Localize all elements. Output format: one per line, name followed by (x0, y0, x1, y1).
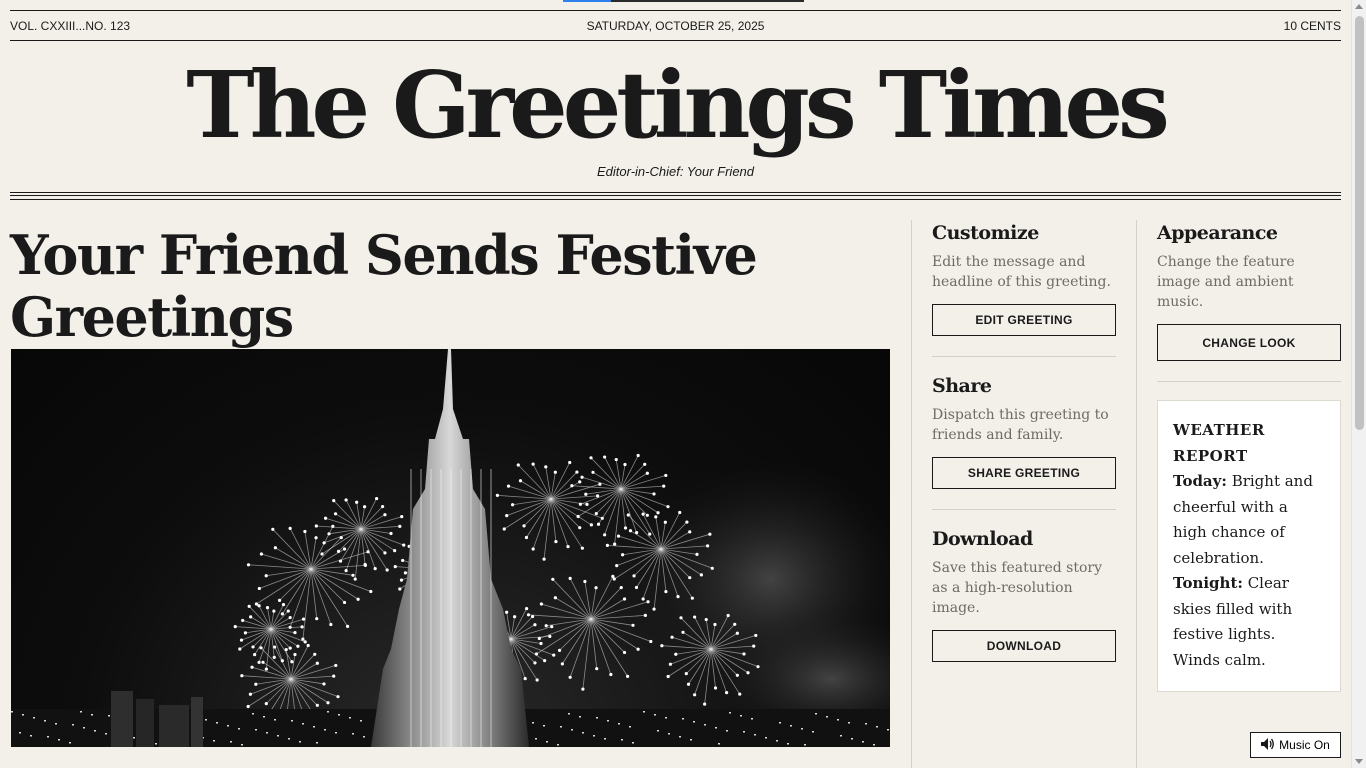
weather-title: WEATHER REPORT (1173, 421, 1265, 465)
issue-date: SATURDAY, OCTOBER 25, 2025 (586, 18, 765, 33)
weather-tonight-text: Clear skies filled with festive lights. Winds calm. (1173, 574, 1293, 669)
actions-column (932, 222, 1116, 700)
appearance-description: Change the feature image and ambient music. (1157, 254, 1295, 310)
column-divider-2 (1136, 220, 1137, 768)
weather-report (1157, 400, 1341, 692)
download-button[interactable]: DOWNLOAD (932, 630, 1116, 662)
feature-image (11, 349, 890, 747)
newspaper-title: The Greetings Times (186, 51, 1165, 159)
fireworks-skyline-illustration (11, 349, 890, 747)
appearance-column (1157, 222, 1341, 692)
scroll-up-icon[interactable] (1355, 4, 1363, 9)
volume-number: VOL. CXXIII...NO. 123 (10, 18, 131, 33)
customize-title: Customize (932, 222, 1039, 244)
share-title: Share (932, 375, 992, 397)
editor-line: Editor-in-Chief: Your Friend (596, 164, 755, 179)
download-description: Save this featured story as a high-resolution image. (932, 560, 1103, 616)
music-toggle-button[interactable] (1250, 732, 1341, 758)
share-description: Dispatch this greeting to friends and family. (932, 407, 1109, 443)
weather-today-text: Bright and cheerful with a high chance of celebration. (1173, 472, 1313, 567)
issue-price: 10 CENTS (1283, 18, 1341, 33)
appearance-title: Appearance (1157, 222, 1278, 244)
scroll-down-icon[interactable] (1355, 759, 1363, 764)
article-headline: Your Friend Sends Festive Greetings (10, 223, 757, 349)
masthead-info-bar (10, 10, 1341, 41)
weather-today-label: Today: (1173, 472, 1227, 490)
share-greeting-button[interactable]: SHARE GREETING (932, 457, 1116, 489)
reading-progress-fill (563, 0, 611, 2)
page-scrollbar[interactable] (1351, 0, 1366, 768)
customize-description: Edit the message and headline of this greeting. (932, 254, 1111, 290)
column-divider-1 (911, 220, 912, 768)
download-section (932, 528, 1116, 682)
appearance-section (1157, 222, 1341, 382)
customize-section (932, 222, 1116, 357)
speaker-icon (1261, 738, 1275, 753)
weather-body (1173, 469, 1325, 673)
share-section (932, 375, 1116, 510)
masthead-divider (10, 192, 1341, 200)
weather-tonight-label: Tonight: (1173, 574, 1243, 592)
reading-progress-bar (563, 0, 804, 2)
change-look-button[interactable]: CHANGE LOOK (1157, 324, 1341, 361)
download-title: Download (932, 528, 1033, 550)
scrollbar-thumb[interactable] (1355, 16, 1364, 430)
edit-greeting-button[interactable]: EDIT GREETING (932, 304, 1116, 336)
music-label: Music On (1279, 738, 1330, 752)
